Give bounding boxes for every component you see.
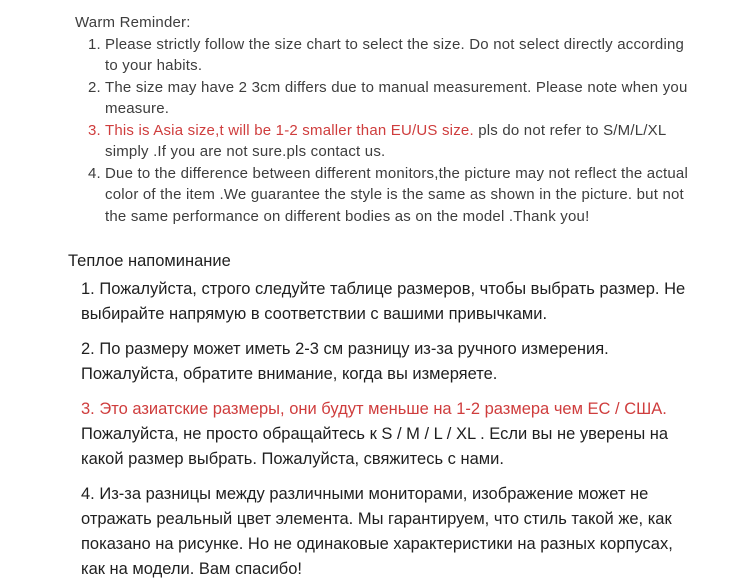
item-number: 4. — [88, 164, 101, 182]
russian-reminder-list — [68, 277, 695, 582]
reminder-item-ru-4: 4. Из-за разницы между различными мониторами, изображение может не отражать реальный цвет элемента. Мы гарантируем, что стиль такой же, как показано на рисунке. Но не одинаковые характеристики на разных корпусах, как на модели. Вам спасибо! — [81, 485, 673, 578]
russian-title: Теплое напоминание — [68, 252, 231, 270]
reminder-item-ru-3 — [81, 397, 695, 472]
reminder-item-en-2 — [88, 77, 693, 120]
russian-section — [68, 249, 695, 582]
item-text-highlight: This is Asia size,t will be 1-2 smaller than EU/US size. — [105, 121, 474, 139]
item-text-highlight: 3. Это азиатские размеры, они будут меньше на 1-2 размера чем ЕС / США. — [81, 400, 667, 418]
reminder-item-ru-2: 2. По размеру может иметь 2-3 см разницу из-за ручного измерения. Пожалуйста, обратите внимание, когда вы измеряете. — [81, 340, 609, 383]
item-number: 1. — [88, 35, 101, 53]
english-section — [68, 12, 695, 227]
item-text: Please strictly follow the size chart to select the size. Do not select directly according to your habits. — [105, 35, 685, 74]
item-text: Due to the difference between different monitors,the picture may not reflect the actual color of the item .We guarantee the style is the same as shown in the picture. but not the same performance on different bodies as on the model .Thank you! — [105, 164, 689, 225]
item-text: Пожалуйста, не просто обращайтесь к S / M / L / XL . Если вы не уверены на какой размер выбрать. Пожалуйста, свяжитесь с нами. — [81, 425, 669, 468]
reminder-item-ru-1: 1. Пожалуйста, строго следуйте таблице размеров, чтобы выбрать размер. Не выбирайте напрямую в соответствии с вашими привычками. — [81, 280, 686, 323]
reminder-item-en-3 — [88, 120, 693, 163]
item-text: The size may have 2 3cm differs due to manual measurement. Please note when you measure. — [105, 78, 688, 117]
item-text: pls do not refer to S/M/L/XL simply .If you are not sure.pls contact us. — [105, 121, 666, 160]
reminder-item-en-1 — [88, 34, 693, 77]
item-number: 3. — [88, 121, 101, 139]
item-number: 2. — [88, 78, 101, 96]
english-title: Warm Reminder: — [75, 14, 191, 31]
english-reminder-list — [68, 34, 693, 228]
reminder-item-en-4 — [88, 163, 693, 228]
